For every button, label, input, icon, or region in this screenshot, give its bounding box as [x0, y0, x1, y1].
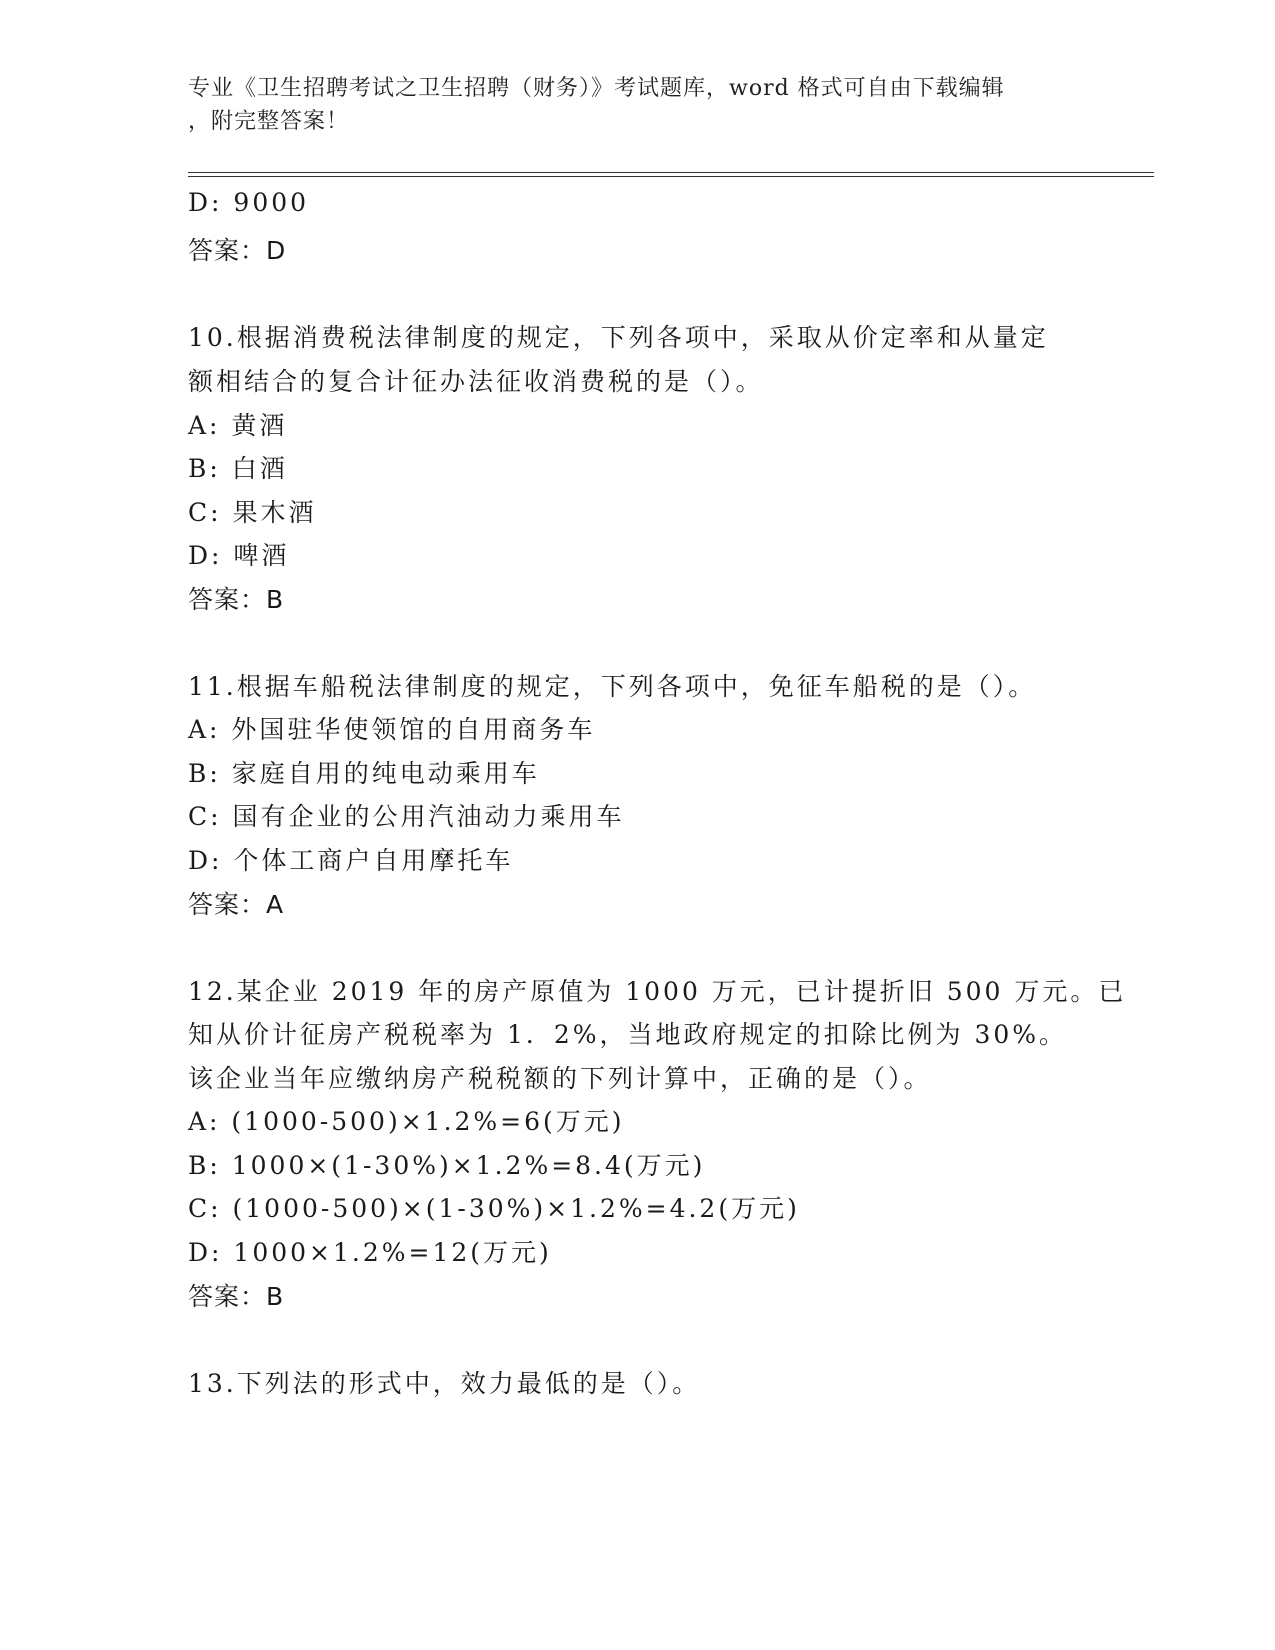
q11-option-b: B: 家庭自用的纯电动乘用车: [188, 759, 540, 788]
document-header: [188, 72, 1088, 138]
q12-option-b: B: 1000×(1-30%)×1.2%=8.4(万元): [188, 1151, 706, 1180]
header-line-1: 专业《卫生招聘考试之卫生招聘（财务）》考试题库，word 格式可自由下载编辑: [188, 76, 1005, 101]
q13-stem-line-1: 13.下列法的形式中，效力最低的是（）。: [188, 1369, 701, 1398]
q12-option-a: A: (1000-500)×1.2%=6(万元): [188, 1107, 625, 1136]
q10-option-d: D: 啤酒: [188, 541, 290, 570]
q11-option-d: D: 个体工商户自用摩托车: [188, 846, 514, 875]
q12-stem-line-2: 知从价计征房产税税率为 1．2%，当地政府规定的扣除比例为 30%。: [188, 1020, 1068, 1049]
q10-option-a: A: 黄酒: [188, 411, 288, 440]
q12-answer: 答案：B: [188, 1282, 285, 1311]
prev-option-d: D: 9000: [188, 188, 310, 217]
q10-stem-line-1: 10.根据消费税法律制度的规定，下列各项中，采取从价定率和从量定: [188, 323, 1049, 352]
header-rule-top: [188, 172, 1154, 173]
q12-stem-line-1: 12.某企业 2019 年的房产原值为 1000 万元，已计提折旧 500 万元。已: [188, 977, 1127, 1006]
q12-option-d: D: 1000×1.2%=12(万元): [188, 1238, 552, 1267]
q12-option-c: C: (1000-500)×(1-30%)×1.2%=4.2(万元): [188, 1194, 800, 1223]
q10-option-b: B: 白酒: [188, 454, 288, 483]
header-line-2: ，附完整答案！: [188, 109, 350, 134]
q11-stem-line-1: 11.根据车船税法律制度的规定，下列各项中，免征车船税的是（）。: [188, 672, 1037, 701]
q11-option-a: A: 外国驻华使领馆的自用商务车: [188, 715, 596, 744]
q11-answer: 答案：A: [188, 890, 285, 919]
header-rule-bottom: [188, 176, 1154, 177]
q12-stem-line-3: 该企业当年应缴纳房产税税额的下列计算中，正确的是（）。: [188, 1064, 932, 1093]
q10-answer: 答案：B: [188, 585, 285, 614]
q10-stem-line-2: 额相结合的复合计征办法征收消费税的是（）。: [188, 367, 764, 396]
prev-answer: 答案：D: [188, 236, 287, 265]
q10-option-c: C: 果木酒: [188, 498, 317, 527]
q11-option-c: C: 国有企业的公用汽油动力乘用车: [188, 802, 625, 831]
